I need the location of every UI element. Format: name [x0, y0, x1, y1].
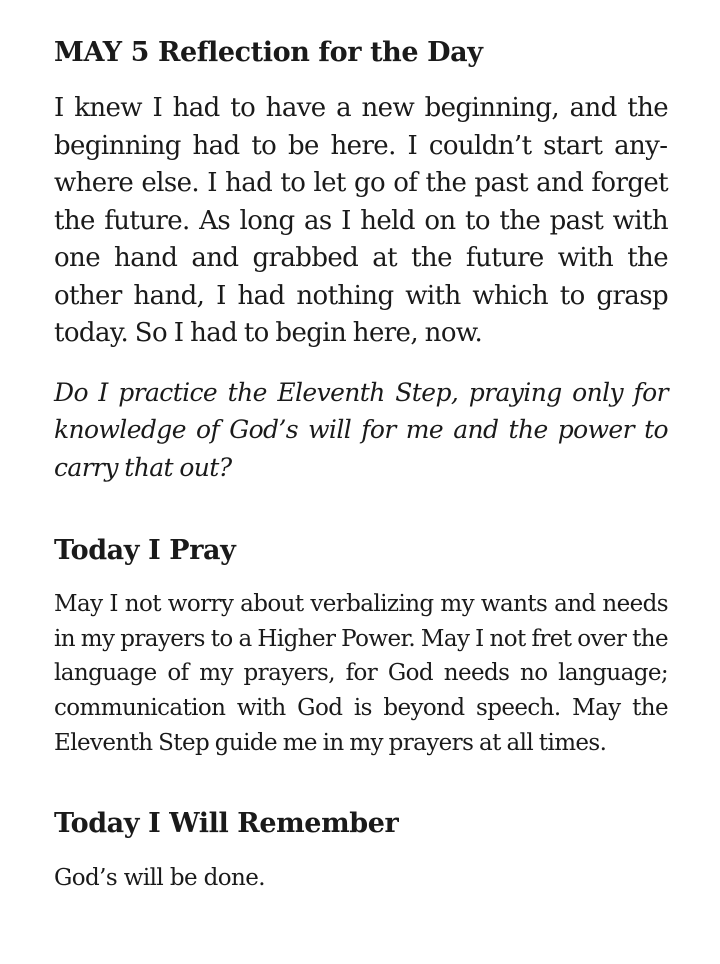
reflection-text: I knew I had to have a new beginning, and the beginning had to be here. I couldn’t start anywhere else. I had to let go of the past and forget the future. As long as I held on to the past with one hand and grabbed at the future with the other hand, I had nothing with which to grasp today. So I had to begin here, now. [54, 93, 668, 348]
remember-text: God’s will be done. [54, 864, 265, 891]
reflection-question: Do I practice the Eleventh Step, praying only for knowledge of God’s will for me and the power to carry that out? [54, 377, 668, 482]
reflection-heading: MAY 5 Reflection for the Day [54, 37, 483, 68]
prayer-text: May I not worry about verbalizing my wants and needs in my prayers to a Higher Power. May I not fret over the language of my prayers, for God needs no language; communication with God is beyond speech. May the Eleventh Step guide me in my prayers at all times. [54, 591, 668, 756]
today-i-pray-heading: Today I Pray [54, 535, 236, 566]
today-i-will-remember-heading: Today I Will Remember [54, 807, 399, 839]
